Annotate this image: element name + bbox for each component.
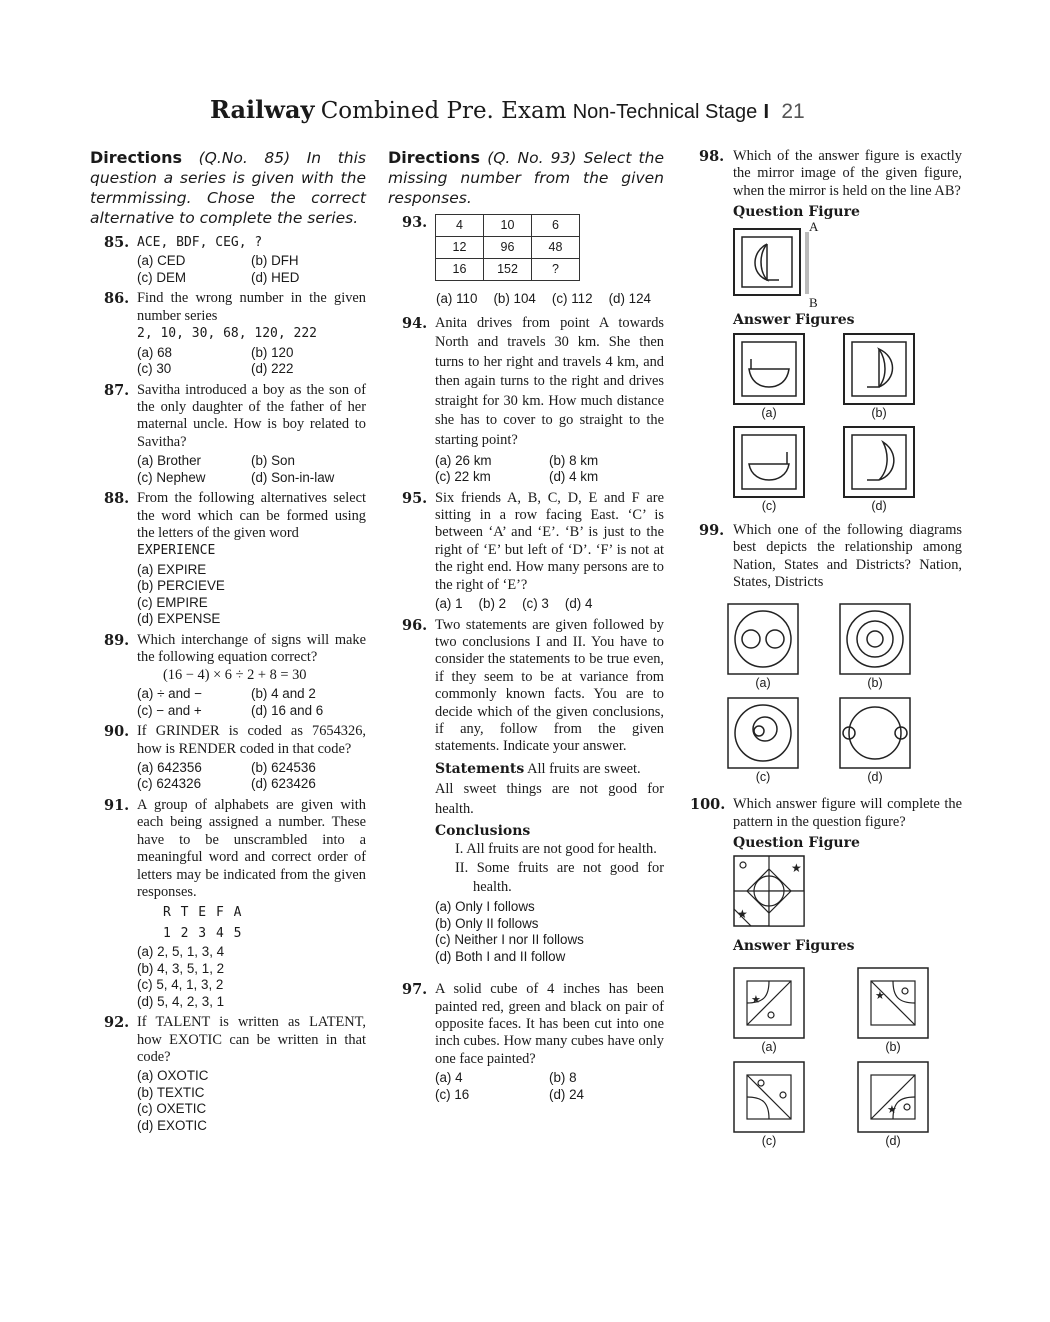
pattern-piece <box>733 967 805 1039</box>
option[interactable]: (c) 16 <box>435 1086 470 1102</box>
option[interactable]: (a) Only I follows <box>435 899 535 915</box>
option[interactable]: (b) 4, 3, 5, 1, 2 <box>137 960 225 976</box>
option[interactable]: (a) 642356 <box>137 759 202 775</box>
option[interactable]: (b) 8 km <box>549 452 599 468</box>
question-87: 87. Savitha introduced a boy as the son of the only daughter of the father of her maternal uncle. How is boy related to Savitha? (a) Brother (b) Son (c) Nephew (d) Son-in-law <box>104 381 366 485</box>
header-title: Combined Pre. Exam <box>320 98 567 124</box>
options <box>435 453 664 486</box>
option[interactable]: (c) Neither I nor II follows <box>435 932 584 948</box>
venn-diagram <box>727 697 799 769</box>
option[interactable]: (d) 16 and 6 <box>251 702 324 718</box>
number-grid <box>435 214 580 281</box>
option[interactable]: (d) HED <box>251 269 300 285</box>
option[interactable]: (a) 110 <box>436 291 478 306</box>
option[interactable]: (c) Nephew <box>137 469 206 485</box>
option[interactable]: (c) OXETIC <box>137 1101 207 1117</box>
answer-figure-b[interactable]: (b) <box>843 333 915 422</box>
svg-text:★: ★ <box>791 860 802 875</box>
directions-85: Directions (Q.No. 85) In this question a series is given with the termmissing. Chose the correct alternative to complete the series. <box>90 148 366 227</box>
option[interactable]: (d) 4 km <box>549 469 599 485</box>
venn-option-b[interactable]: (b) <box>839 603 911 692</box>
options <box>137 686 366 719</box>
pattern-piece <box>857 967 929 1039</box>
options <box>137 944 366 1010</box>
pattern-option-d[interactable]: ★ (d) <box>857 1061 929 1150</box>
option[interactable]: (a) 1 <box>435 596 463 612</box>
header-subtitle: Non-Technical Stage <box>572 101 758 123</box>
column-1 <box>90 148 366 1138</box>
mirror-question-figure <box>733 218 962 310</box>
question-92: 92. If TALENT is written as LATENT, how EXOTIC can be written in that code? (a) OXOTIC (b) TEXTIC (c) OXETIC (d) EXOTIC <box>104 1014 366 1133</box>
question-100: 100. Which answer figure will complete the pattern in the question figure? Question Figure ★ ★ Answer Figures ★ (a) ★ (b) (c) ★ (d) <box>692 796 962 1150</box>
option[interactable]: (b) Son <box>251 453 295 469</box>
question-95: 95. Six friends A, B, C, D, E and F are sitting in a row facing East. ‘C’ is between ‘A’ and ‘E’. ‘B’ is just to the right of ‘E’ but left of ‘D’. ‘F’ is not at the right end. How many persons are to the right of ‘E’? (a) 1 (b) 2 (c) 3 (d) 4 <box>402 489 664 612</box>
venn-option-d[interactable]: (d) <box>839 697 911 786</box>
directions-93: Directions (Q. No. 93) Select the missing number from the given responses. <box>388 148 664 207</box>
question-91: 91. A group of alphabets are given with each being assigned a number. These have to be unscrambled into a meaningful word and correct order of letters may be indicated from the given responses. R T E F A 1 2 3 4 5 (a) 2, 5, 1, 3, 4 (b) 4, 3, 5, 1, 2 (c) 5, 4, 1, 3, 2 (d) 5, 4, 2, 3, 1 <box>104 796 366 1009</box>
grid-cell: 12 <box>436 237 484 259</box>
option[interactable]: (b) DFH <box>251 253 299 269</box>
grid-cell: 152 <box>484 259 532 281</box>
option[interactable]: (a) ÷ and − <box>137 686 203 702</box>
option[interactable]: (c) 3 <box>522 596 549 612</box>
option[interactable]: (b) 120 <box>251 344 294 360</box>
options <box>435 1070 664 1103</box>
option[interactable]: (c) 5, 4, 1, 3, 2 <box>137 977 224 993</box>
options <box>137 345 366 378</box>
page-header <box>210 95 850 135</box>
grid-cell: 4 <box>436 215 484 237</box>
svg-text:★: ★ <box>751 993 761 1007</box>
question-86: 86. Find the wrong number in the given number series 2, 10, 30, 68, 120, 222 (a) 68 (b) 120 (c) 30 (d) 222 <box>104 290 366 377</box>
option[interactable]: (d) Both I and II follow <box>435 948 566 964</box>
header-brand: Railway <box>210 95 315 124</box>
equation: (16 − 4) × 6 ÷ 2 + 8 = 30 <box>163 666 307 683</box>
option[interactable]: (a) CED <box>137 253 186 269</box>
column-3 <box>692 148 962 1154</box>
pattern-option-a[interactable]: ★ (a) <box>733 967 805 1056</box>
option[interactable]: (d) 4 <box>564 596 593 612</box>
option[interactable]: (d) EXPENSE <box>137 611 221 627</box>
options <box>137 760 366 793</box>
answer-figure-d[interactable]: (d) <box>843 426 915 515</box>
option[interactable]: (b) Only II follows <box>435 915 539 931</box>
option[interactable]: (a) 68 <box>137 344 172 360</box>
option[interactable]: (c) − and + <box>137 702 202 718</box>
option[interactable]: (a) Brother <box>137 453 201 469</box>
grid-cell: 96 <box>484 237 532 259</box>
question-96: 96. Two statements are given followed by two conclusions I and II. You have to consider the statements to be true even, if they seem to be at variance from commonly known facts. You are to decide which of the given conclusions, if any, follow from the given statements. Indicate your answer. Statements All fruits are sweet. All sweet things are not good for health. Conclusions I. All fruits are not good for health. II. Some fruits are not good for health. (a) Only I follows (b) Only II follows (c) Neither I nor II follows (d) Both I and II follow <box>402 616 664 964</box>
option[interactable]: (c) EMPIRE <box>137 594 208 610</box>
option[interactable]: (c) 112 <box>551 291 593 306</box>
option[interactable]: (d) 222 <box>251 361 294 377</box>
question-98: 98. Which of the answer figure is exactly the mirror image of the given figure, when the mirror is held on the line AB? Question Figure A B Answer Figures (a) (b) (c) (d) <box>692 148 962 516</box>
option[interactable]: (b) 4 and 2 <box>251 686 316 702</box>
option[interactable]: (c) DEM <box>137 269 187 285</box>
options <box>137 253 366 286</box>
mirror-label-a: A <box>809 218 819 234</box>
option[interactable]: (a) EXPIRE <box>137 561 207 577</box>
option[interactable]: (d) Son-in-law <box>251 469 335 485</box>
bowl-figure <box>733 333 805 405</box>
question-94: 94. Anita drives from point A towards North and travels 30 km. She then turns to her right and travels 4 km, and then again turns to the right and drives straight for 30 km. How much distance she has to cover to go straight to the starting point? (a) 26 km (b) 8 km (c) 22 km (d) 4 km <box>402 314 664 485</box>
option[interactable]: (b) 624536 <box>251 759 316 775</box>
option[interactable]: (a) OXOTIC <box>137 1068 209 1084</box>
page-number: 21 <box>781 100 805 123</box>
venn-option-c[interactable]: (c) <box>727 697 799 786</box>
option[interactable]: (d) 623426 <box>251 776 316 792</box>
question-90: 90. If GRINDER is coded as 7654326, how is RENDER coded in that code? (a) 642356 (b) 624536 (c) 624326 (d) 623426 <box>104 723 366 792</box>
option[interactable]: (c) 30 <box>137 361 172 377</box>
options <box>137 453 366 486</box>
option[interactable]: (b) TEXTIC <box>137 1084 205 1100</box>
question-93: 93. 4 10 6 12 96 48 16 152 ? <box>388 214 664 281</box>
svg-text:★: ★ <box>737 906 748 921</box>
grid-cell: 16 <box>436 259 484 281</box>
column-2 <box>388 148 664 1107</box>
option[interactable]: (b) 8 <box>549 1070 577 1086</box>
option[interactable]: (d) 124 <box>608 291 651 306</box>
option[interactable]: (b) 2 <box>478 596 507 612</box>
venn-diagram <box>839 697 911 769</box>
options <box>435 596 664 613</box>
grid-cell: 10 <box>484 215 532 237</box>
options <box>137 1068 366 1134</box>
grid-cell: ? <box>532 259 580 281</box>
pattern-option-c[interactable]: (c) <box>733 1061 805 1150</box>
question-85: 85. ACE, BDF, CEG, ? (a) CED (b) DFH (c) DEM (d) HED <box>90 234 366 286</box>
venn-diagram <box>727 603 799 675</box>
question-97: 97. A solid cube of 4 inches has been painted red, green and black on pair of opposite faces. It has been cut into one inch cubes. How many cubes have only one face painted? (a) 4 (b) 8 (c) 16 (d) 24 <box>402 981 664 1102</box>
option[interactable]: (b) 104 <box>493 291 536 306</box>
header-separator: I <box>763 101 770 123</box>
options-93 <box>436 291 664 308</box>
question-88: 88. From the following alternatives select the word which can be formed using the letters of the given word EXPERIENCE (a) EXPIRE (b) PERCIEVE (c) EMPIRE (d) EXPENSE <box>104 490 366 627</box>
leaf-figure <box>843 333 915 405</box>
option[interactable]: (c) 22 km <box>435 469 491 485</box>
option[interactable]: (a) 4 <box>435 1070 463 1086</box>
svg-text:★: ★ <box>887 1102 897 1116</box>
question-89: 89. Which interchange of signs will make the following equation correct? (16 − 4) × 6 ÷ 2 + 8 = 30 (a) ÷ and − (b) 4 and 2 (c) − and + (d) 16 and 6 <box>104 631 366 718</box>
option[interactable]: (a) 2, 5, 1, 3, 4 <box>137 944 225 960</box>
pattern-piece <box>733 1061 805 1133</box>
venn-option-a[interactable]: (a) <box>727 603 799 692</box>
pattern-piece <box>857 1061 929 1133</box>
pattern-option-b[interactable]: ★ (b) <box>857 967 929 1056</box>
options <box>137 562 366 628</box>
question-99: 99. Which one of the following diagrams best depicts the relationship among Nation, States and Districts? Nation, States, Districts (a) (b) (c) (d) <box>692 522 962 786</box>
bowl-figure <box>733 426 805 498</box>
option[interactable]: (c) 624326 <box>137 776 202 792</box>
grid-cell: 48 <box>532 237 580 259</box>
option[interactable]: (d) EXOTIC <box>137 1117 207 1133</box>
option[interactable]: (a) 26 km <box>435 452 492 468</box>
pattern-question-figure <box>733 855 805 927</box>
options <box>435 899 664 965</box>
grid-cell: 6 <box>532 215 580 237</box>
leaf-figure <box>733 224 843 308</box>
option[interactable]: (b) PERCIEVE <box>137 578 225 594</box>
answer-figure-c[interactable]: (c) <box>733 426 805 515</box>
option[interactable]: (d) 5, 4, 2, 3, 1 <box>137 993 225 1009</box>
answer-figure-a[interactable]: (a) <box>733 333 805 422</box>
venn-diagram <box>839 603 911 675</box>
option[interactable]: (d) 24 <box>549 1086 584 1102</box>
mirror-label-b: B <box>809 294 818 310</box>
svg-text:★: ★ <box>875 989 885 1003</box>
leaf-figure <box>843 426 915 498</box>
